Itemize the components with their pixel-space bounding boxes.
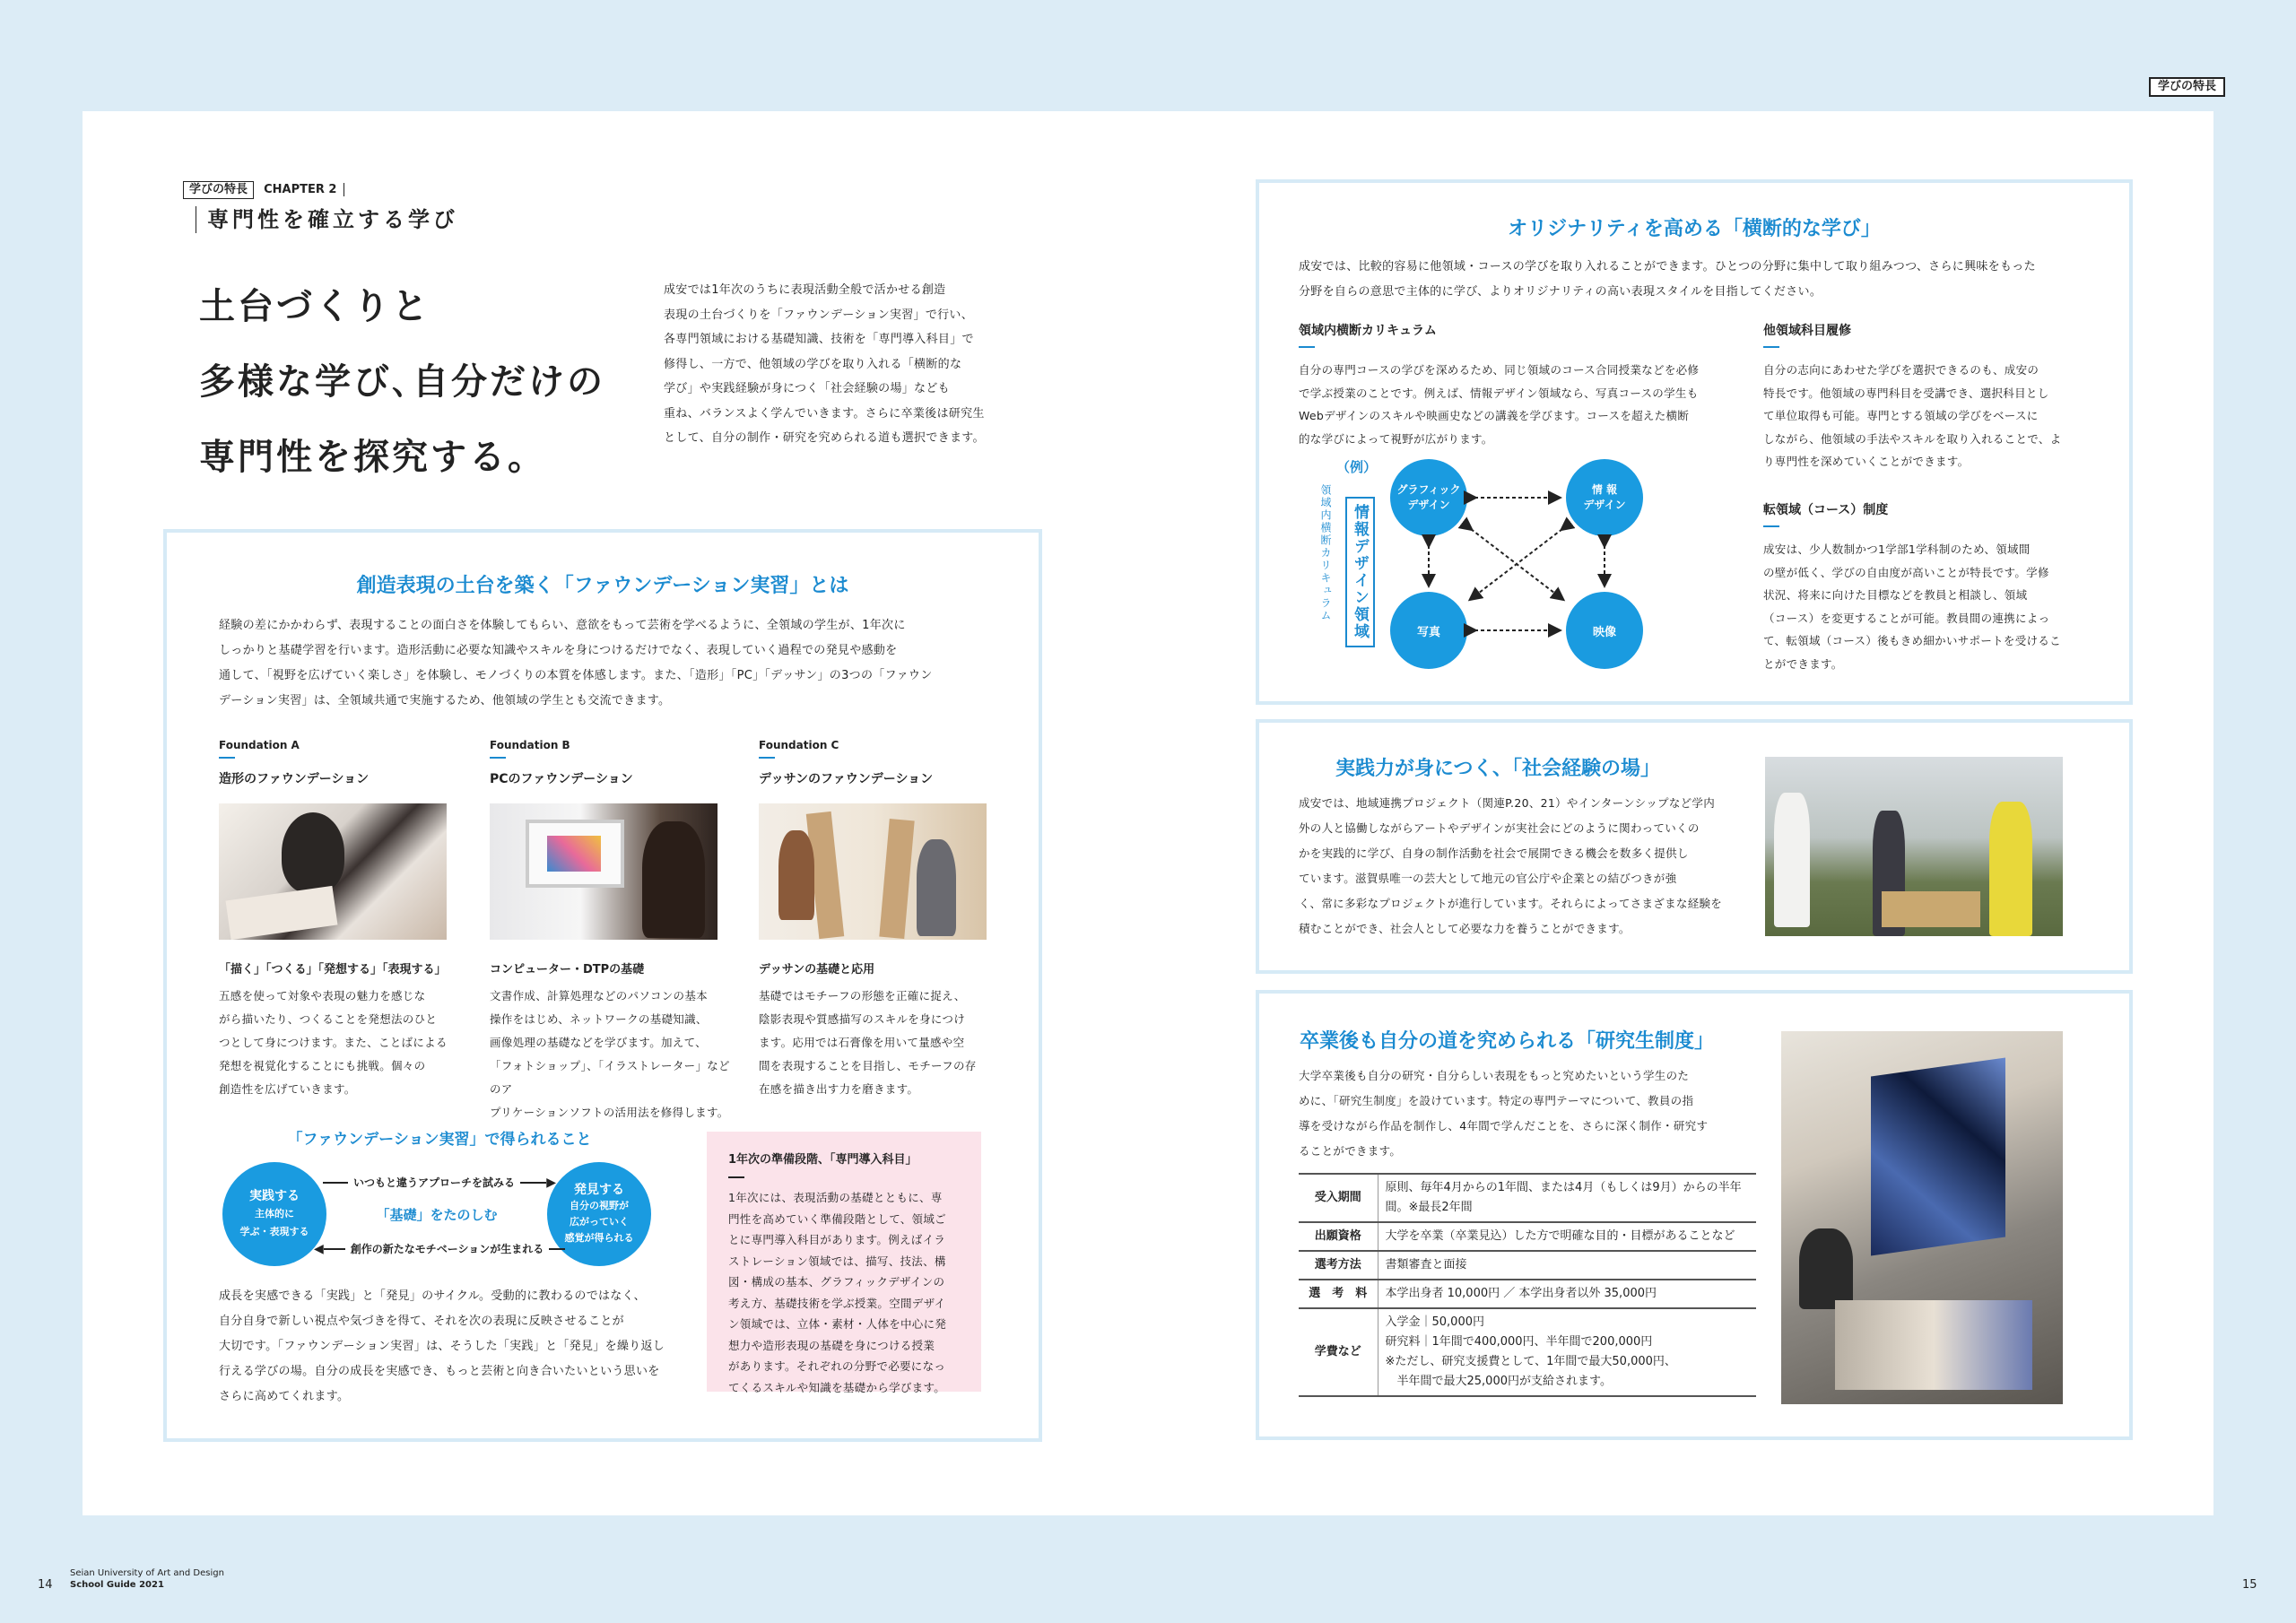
col2b-title: 転領域（コース）制度 [1763, 503, 1889, 517]
cycle-title: 「ファウンデーション実習」で得られること [287, 1131, 592, 1149]
text-line: てくるスキルや知識を基礎から学びます。 [728, 1380, 946, 1394]
foundation-title: 造形のファウンデーション [219, 772, 370, 786]
col2b-heading [1763, 500, 1888, 527]
text-line: として、自分の制作・研究を究められる道も選択できます。 [664, 431, 985, 445]
photo-figure [917, 839, 956, 936]
text-line: 自分の専門コースの学びを深めるため、同じ領域のコース合同授業などを必修 [1299, 363, 1700, 377]
text-line: 陰影表現や質感描写のスキルを身につけ [759, 1012, 966, 1026]
vertical-main: 情報デザイン領域 [1345, 497, 1375, 647]
caption-title: デッサンの基礎と応用 [759, 963, 875, 976]
text-line: 通して、「視野を広げていく楽しさ」を体験し、モノづくりの本質を体感します。また、「造形」「PC」「デッサン」の3つの「ファウン [219, 669, 933, 682]
circle-sub: 自分の視野が [570, 1200, 629, 1211]
col2a-body [1763, 359, 2077, 473]
table-key: 選 考 料 [1299, 1280, 1378, 1308]
text-line: 状況、将来に向けた目標などを教員と相談し、領域 [1763, 588, 2028, 602]
text-line: 各専門領域における基礎知識、技術を「専門導入科目」で [664, 333, 974, 346]
table-row [1299, 1222, 1756, 1251]
text-line: て単位取得も可能。専門とする領域の学びをベースに [1763, 409, 2039, 422]
photo-monitor [526, 820, 624, 888]
circle-sub: 学ぶ・表現する [239, 1226, 309, 1237]
chapter-line [183, 179, 344, 199]
photo-screen [547, 836, 601, 872]
text-line: ることができます。 [1299, 1144, 1402, 1158]
foundation-body [219, 613, 1008, 714]
caption-body [490, 985, 732, 1124]
arrow-label: 創作の新たなモチベーションが生まれる [350, 1243, 544, 1255]
text-line: り専門性を深めていくことができます。 [1763, 455, 1970, 468]
text-line: かを実践的に学び、自身の制作活動を社会で展開できる機会を数多く提供し [1299, 846, 1689, 860]
text-line: 間。※最長2年間 [1385, 1201, 1473, 1214]
text-line: 原則、毎年4月からの1年間、または4月（もしくは9月）からの半年 [1385, 1181, 1742, 1194]
chapter-subtitle: 専門性を確立する学び [196, 206, 458, 233]
text-line: 成長を実感できる「実践」と「発見」のサイクル。受動的に教わるのではなく、 [219, 1289, 646, 1303]
text-line: 大切です。「ファウンデーション実習」は、そうした「実践」と「発見」を繰り返し [219, 1340, 665, 1353]
photo-figure [1774, 793, 1810, 927]
text-line: しながら、他領域の手法やスキルを取り入れることで、よ [1763, 431, 2062, 446]
text-line: 修得し、一方で、他領域の学びを取り入れる「横断的な [664, 357, 962, 371]
photo-studio [1781, 1031, 2063, 1404]
photo-paper [226, 886, 338, 940]
photo-figure [1989, 802, 2032, 936]
node-video: 映像 [1566, 592, 1643, 669]
node-arrows [1390, 459, 1643, 669]
page-number-right: 15 [2242, 1578, 2257, 1592]
text-line: 半年間で最大25,000円が支給されます。 [1385, 1375, 1612, 1388]
table-value [1378, 1251, 1756, 1280]
text-line: 行える学びの場。自分の成長を実感でき、もっと芸術と向き合いたいという思いを [219, 1365, 660, 1378]
table-row [1299, 1251, 1756, 1280]
text-line: 大学を卒業（卒業見込）した方で明確な目的・目標があることなど [1385, 1229, 1735, 1243]
cycle-arrow-top [323, 1175, 556, 1190]
photo-baskets [1882, 891, 1980, 927]
arrow-line [324, 1248, 345, 1250]
accent-rule [219, 757, 235, 759]
accent-rule [1763, 346, 1779, 348]
cycle-arrow-bottom [314, 1241, 565, 1256]
text-line: 基礎ではモチーフの形態を正確に捉え、 [759, 989, 966, 1002]
text-line: 成安は、少人数制かつ1学部1学科制のため、領域間 [1763, 542, 2031, 556]
text-line: 的な学びによって視野が広がります。 [1299, 431, 1493, 446]
text-line: 門性を高めていく準備段階として、領域ご [728, 1211, 946, 1226]
photo-easel [879, 819, 914, 939]
foundation-c [759, 737, 992, 787]
accent-rule [1763, 525, 1779, 527]
text-line: 学び」や実践経験が身につく「社会経験の場」なども [664, 382, 950, 395]
caption-title: コンピューター・DTPの基礎 [490, 963, 645, 976]
accent-rule [728, 1176, 744, 1178]
foundation-title: 創造表現の土台を築く「ファウンデーション実習」とは [356, 575, 849, 597]
text-line: 経験の差にかかわらず、表現することの面白さを体験してもらい、意欲をもって芸術を学べるように、全領域の学生が、1年次に [219, 619, 906, 632]
node-label: 情 報 [1591, 483, 1618, 496]
foundation-b-caption [490, 959, 732, 1124]
text-line: 文書作成、計算処理などのパソコンの基本 [490, 989, 708, 1002]
foundation-label: Foundation A [219, 739, 300, 751]
research-title: 卒業後も自分の道を究められる「研究生制度」 [1299, 1030, 1714, 1053]
footer-university: Seian University of Art and Design [70, 1568, 224, 1578]
text-line: 大学卒業後も自分の研究・自分らしい表現をもっと究めたいという学生のた [1299, 1069, 1690, 1082]
foundation-label: Foundation B [490, 739, 570, 751]
circle-label: 実践する [249, 1189, 300, 1203]
text-line: デーション実習」は、全領域共通で実施するため、他領域の学生とも交流できます。 [219, 694, 671, 707]
social-body [1299, 791, 1765, 942]
cycle-center: 「基礎」をたのしむ [376, 1207, 498, 1223]
text-line: 画像処理の基礎などを学びます。加えて、 [490, 1036, 707, 1049]
text-line: さらに高めてくれます。 [219, 1390, 350, 1403]
example-label: （例） [1336, 459, 1378, 475]
footer-guide: School Guide 2021 [70, 1580, 164, 1590]
text-line: の壁が低く、学びの自由度が高いことが特長です。学修 [1763, 565, 2049, 579]
photo-canvas [1871, 1057, 2005, 1255]
pink-title: 1年次の準備段階、「専門導入科目」 [728, 1153, 918, 1167]
text-line: 成安では、比較的容易に他領域・コースの学びを取り入れることができます。ひとつの分野に集中して取り組みつつ、さらに興味をもった [1299, 260, 2036, 273]
caption-title: 「描く」「つくる」「発想する」「表現する」 [219, 963, 447, 976]
photo-market-event [1765, 757, 2063, 936]
text-line: 本学出身者 10,000円 ／ 本学出身者以外 35,000円 [1385, 1287, 1657, 1300]
col2b-body [1763, 538, 2077, 675]
photo-figure [1799, 1228, 1853, 1309]
text-line: 分野を自らの意思で主体的に学び、よりオリジナリティの高い表現スタイルを目指してください。 [1299, 285, 1822, 299]
research-info-table [1299, 1173, 1756, 1397]
text-line: 成安では1年次のうちに表現活動全般で活かせる創造 [664, 283, 946, 297]
table-row [1299, 1174, 1756, 1222]
text-line: 間を表現することを目指し、モチーフの存 [759, 1059, 977, 1072]
table-value [1378, 1280, 1756, 1308]
headline [199, 269, 605, 495]
arrow-line [520, 1182, 546, 1184]
arrow-left-icon: ◀ [314, 1241, 324, 1256]
research-body [1299, 1063, 1765, 1164]
text-line: で学ぶ授業のことです。例えば、情報デザイン領域なら、写真コースの学生も [1299, 386, 1699, 400]
text-line: 1年次には、表現活動の基礎とともに、専 [728, 1191, 943, 1204]
text-line: （コース）を変更することが可能。教員間の連携によっ [1763, 611, 2050, 625]
table-row [1299, 1280, 1756, 1308]
text-line: 五感を使って対象や表現の魅力を感じな [219, 989, 426, 1002]
text-line: 発想を視覚化することにも挑戦。個々の [219, 1059, 426, 1072]
col1-heading [1299, 321, 1437, 348]
text-line: Webデザインのスキルや映画史などの講義を学びます。コースを超えた横断 [1299, 409, 1690, 422]
col2a-heading [1763, 321, 1851, 348]
table-row [1299, 1308, 1756, 1396]
vertical-sub: 領域内横断カリキュラム [1319, 484, 1332, 622]
pink-body [728, 1187, 960, 1398]
text-line: ます。応用では石膏像を用いて量感や空 [759, 1036, 965, 1049]
photo-figure [778, 830, 814, 920]
footer-imprint [70, 1567, 224, 1591]
text-line: 入学金｜50,000円 [1385, 1315, 1484, 1329]
text-line: て、転領域（コース）後もきめ細かいサポートを受けるこ [1763, 634, 2061, 647]
circle-sub: 広がっていく [570, 1216, 629, 1228]
accent-rule [1299, 346, 1315, 348]
foundation-label: Foundation C [759, 739, 839, 751]
node-label: グラフィック [1396, 483, 1461, 496]
page-number-left: 14 [38, 1578, 53, 1592]
col2a-title: 他領域科目履修 [1763, 324, 1851, 338]
caption-body [219, 985, 461, 1101]
cycle-body [219, 1284, 685, 1410]
table-value [1378, 1174, 1756, 1222]
photo-pc-class [490, 803, 718, 940]
text-line: 創造性を広げていきます。 [219, 1082, 356, 1096]
table-key: 出願資格 [1299, 1222, 1378, 1251]
text-line: 成安では、地域連携プロジェクト（関連P.20、21）やインターンシップなど学内 [1299, 796, 1716, 810]
text-line: 自分の志向にあわせた学びを選択できるのも、成安の [1763, 363, 2039, 377]
text-line: とができます。 [1763, 656, 1843, 671]
text-line: しっかりと基礎学習を行います。造形活動に必要な知識やスキルを身につけるだけでなく、表現していく過程での発見や感動を [219, 644, 898, 657]
arrow-right-icon: ▶ [546, 1175, 556, 1190]
headline-line: 専門性を探究する。 [199, 437, 546, 478]
text-line: 書類審査と面接 [1385, 1258, 1467, 1271]
cycle-circle-practice [222, 1162, 326, 1266]
photo-figure [282, 812, 344, 893]
text-line: 考え方、基礎技術を学ぶ授業。空間デザイ [728, 1296, 946, 1310]
text-line: 特長です。他領域の専門科目を受講でき、選択科目とし [1763, 386, 2049, 400]
table-key: 学費など [1299, 1308, 1378, 1396]
text-line: 操作をはじめ、ネットワークの基礎知識、 [490, 1012, 708, 1026]
arrow-line [323, 1182, 348, 1184]
circle-sub: 主体的に [255, 1208, 294, 1219]
pink-box [707, 1132, 981, 1392]
text-line: めに、「研究生制度」を設けています。特定の専門テーマについて、教員の指 [1299, 1094, 1694, 1107]
foundation-a-caption [219, 959, 461, 1101]
text-line: ストレーション領域では、描写、技法、構 [728, 1254, 946, 1268]
table-value [1378, 1222, 1756, 1251]
node-label: デザイン [1583, 499, 1626, 511]
text-line: がら描いたり、つくることを発想法のひと [219, 1012, 438, 1026]
arrow-line [549, 1248, 565, 1250]
foundation-title: デッサンのファウンデーション [759, 772, 934, 786]
photo-dessin-class [759, 803, 987, 940]
foundation-a [219, 737, 452, 787]
section-tag-top: 学びの特長 [2149, 77, 2225, 97]
node-label: デザイン [1407, 499, 1450, 511]
text-line: 「フォトショップ」、「イラストレーター」などのア [490, 1059, 730, 1096]
foundation-b [490, 737, 723, 787]
text-line: 重ね、バランスよく学んでいきます。さらに卒業後は研究生 [664, 406, 985, 421]
text-line: とに専門導入科目があります。例えばイラ [728, 1233, 946, 1246]
col1-title: 領域内横断カリキュラム [1299, 324, 1437, 338]
chapter-label: CHAPTER 2 [264, 183, 344, 196]
accent-rule [759, 757, 775, 759]
table-key: 選考方法 [1299, 1251, 1378, 1280]
text-line: ています。滋賀県唯一の芸大として地元の官公庁や企業との結びつきが強 [1299, 872, 1677, 885]
chapter-tag: 学びの特長 [183, 181, 254, 199]
text-line: 導を受けながら作品を制作し、4年間で学んだことを、さらに深く制作・研究す [1299, 1119, 1709, 1133]
cross-title: オリジナリティを高める「横断的な学び」 [1508, 218, 1881, 240]
headline-line: 土台づくりと [199, 286, 430, 327]
text-line: つとして身につけます。また、ことばによる [219, 1036, 448, 1049]
text-line: ※ただし、研究支援費として、1年間で最大50,000円、 [1385, 1355, 1676, 1368]
node-photo: 写真 [1390, 592, 1467, 669]
circle-sub: 感覚が得られる [564, 1232, 634, 1244]
text-line: プリケーションソフトの活用法を修得します。 [490, 1106, 729, 1119]
text-line: 研究料｜1年間で400,000円、半年間で200,000円 [1385, 1335, 1653, 1349]
text-line: 表現の土台づくりを「ファウンデーション実習」で行い、 [664, 308, 974, 322]
circle-label: 発見する [574, 1183, 624, 1197]
text-line: く、常に多彩なプロジェクトが進行しています。それらによってさまざまな経験を [1299, 897, 1723, 910]
col1-body [1299, 359, 1738, 450]
text-line: 在感を描き出す力を磨きます。 [759, 1082, 919, 1096]
table-value [1378, 1308, 1756, 1396]
text-line: 図・構成の基本、グラフィックデザインの [728, 1275, 945, 1289]
photo-table [1835, 1300, 2032, 1390]
foundation-c-caption [759, 959, 1001, 1101]
text-line: ン領域では、立体・素材・人体を中心に発 [728, 1317, 947, 1331]
foundation-title: PCのファウンデーション [490, 772, 633, 786]
caption-body [759, 985, 1001, 1101]
accent-rule [490, 757, 506, 759]
table-key: 受入期間 [1299, 1174, 1378, 1222]
photo-drawing-class [219, 803, 447, 940]
text-line: 外の人と協働しながらアートやデザインが実社会にどのように関わっていくの [1299, 821, 1700, 835]
text-line: 想力や造形表現の基礎を身につける授業 [728, 1338, 935, 1352]
text-line: 積むことができ、社会人として必要な力を養うことができます。 [1299, 922, 1631, 935]
headline-line: 多様な学び､自分だけの [199, 361, 605, 403]
social-title: 実践力が身につく、「社会経験の場」 [1335, 758, 1661, 780]
text-line: 自分自身で新しい視点や気づきを得て、それを次の表現に反映させることが [219, 1315, 624, 1328]
photo-figure [642, 821, 705, 938]
intro-text [664, 278, 1022, 451]
text-line: があります。それぞれの分野で必要になっ [728, 1359, 946, 1373]
arrow-label: いつもと違うアプローチを試みる [353, 1176, 516, 1189]
cross-intro [1299, 255, 2106, 305]
